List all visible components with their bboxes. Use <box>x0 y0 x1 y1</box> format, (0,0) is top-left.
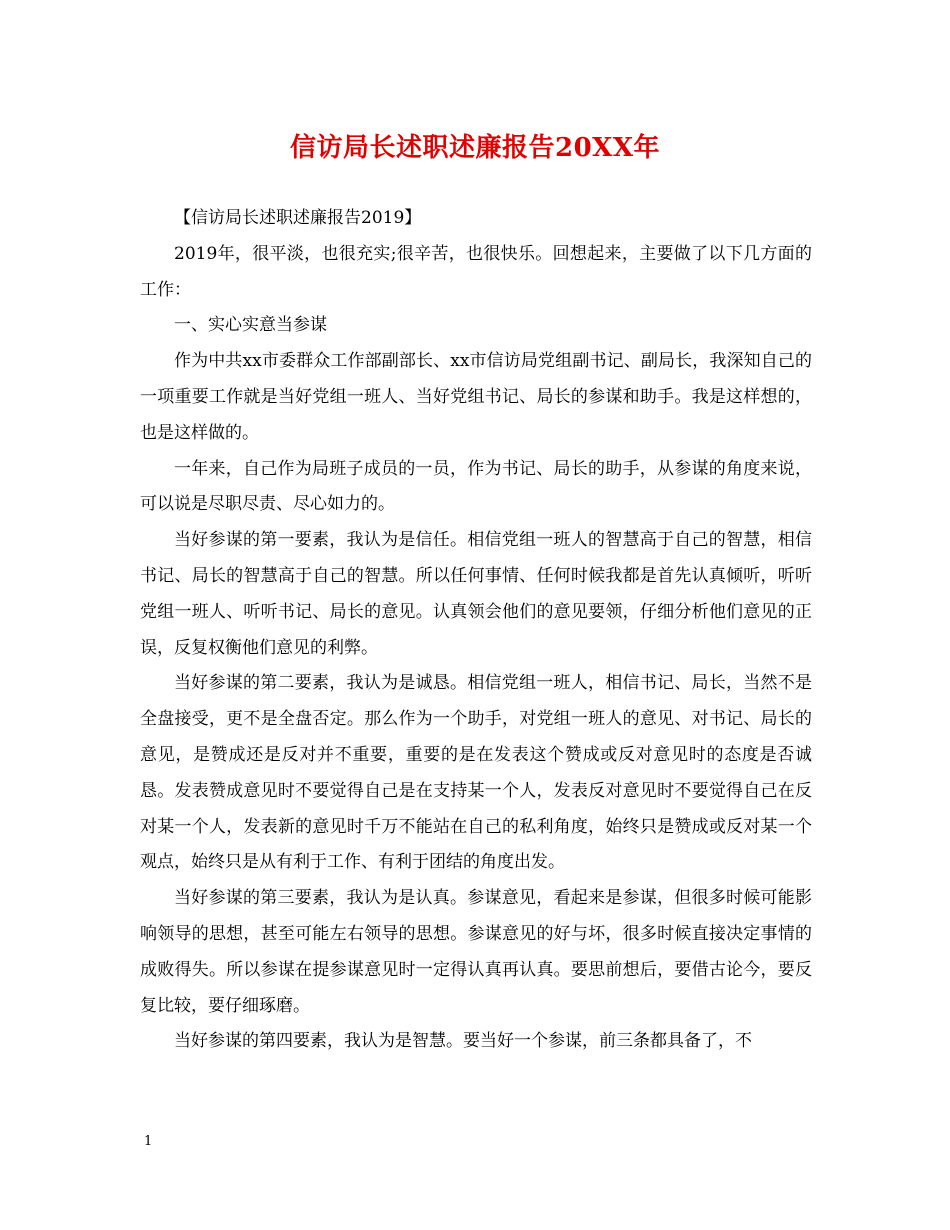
document-body <box>140 201 812 1060</box>
page-number: 1 <box>144 1134 153 1149</box>
paragraph: 当好参谋的第四要素，我认为是智慧。要当好一个参谋，前三条都具备了，不 <box>174 1031 752 1052</box>
paragraph: 【信访局长述职述廉报告2019】 <box>174 208 422 228</box>
paragraph: 当好参谋的第三要素，我认为是认真。参谋意见，看起来是参谋，但很多时候可能影响领导的思想，甚至可能左右领导的思想。参谋意见的好与坏，很多时候直接决定事情的成败得失。所以参谋在提参谋意见时一定得认真再认真。要思前想后，要借古论今，要反复比较，要仔细琢磨。 <box>140 888 812 1016</box>
section-heading: 一、实心实意当参谋 <box>174 315 327 336</box>
paragraph: 作为中共xx市委群众工作部副部长、xx市信访局党组副书记、副局长，我深知自己的一项重要工作就是当好党组一班人、当好党组书记、局长的参谋和助手。我是这样想的，也是这样做的。 <box>140 351 812 443</box>
paragraph: 一年来，自己作为局班子成员的一员，作为书记、局长的助手，从参谋的角度来说，可以说是尽职尽责、尽心如力的。 <box>140 458 812 515</box>
paragraph: 当好参谋的第一要素，我认为是信任。相信党组一班人的智慧高于自己的智慧，相信书记、局长的智慧高于自己的智慧。所以任何事情、任何时候我都是首先认真倾听，听听党组一班人、听听书记、局长的意见。认真领会他们的意见要领，仔细分析他们意见的正误，反复权衡他们意见的利弊。 <box>140 530 812 658</box>
paragraph: 当好参谋的第二要素，我认为是诚恳。相信党组一班人，相信书记、局长，当然不是全盘接受，更不是全盘否定。那么作为一个助手，对党组一班人的意见、对书记、局长的意见，是赞成还是反对并不重要，重要的是在发表这个赞成或反对意见时的态度是否诚恳。发表赞成意见时不要觉得自己是在支持某一个人，发表反对意见时不要觉得自己在反对某一个人，发表新的意见时千万不能站在自己的私利角度，始终只是赞成或反对某一个观点，始终只是从有利于工作、有利于团结的角度出发。 <box>140 673 812 873</box>
document-title: 信访局长述职述廉报告20XX年 <box>289 133 661 163</box>
paragraph: 2019年，很平淡，也很充实;很辛苦，也很快乐。回想起来，主要做了以下几方面的工作： <box>140 243 812 300</box>
